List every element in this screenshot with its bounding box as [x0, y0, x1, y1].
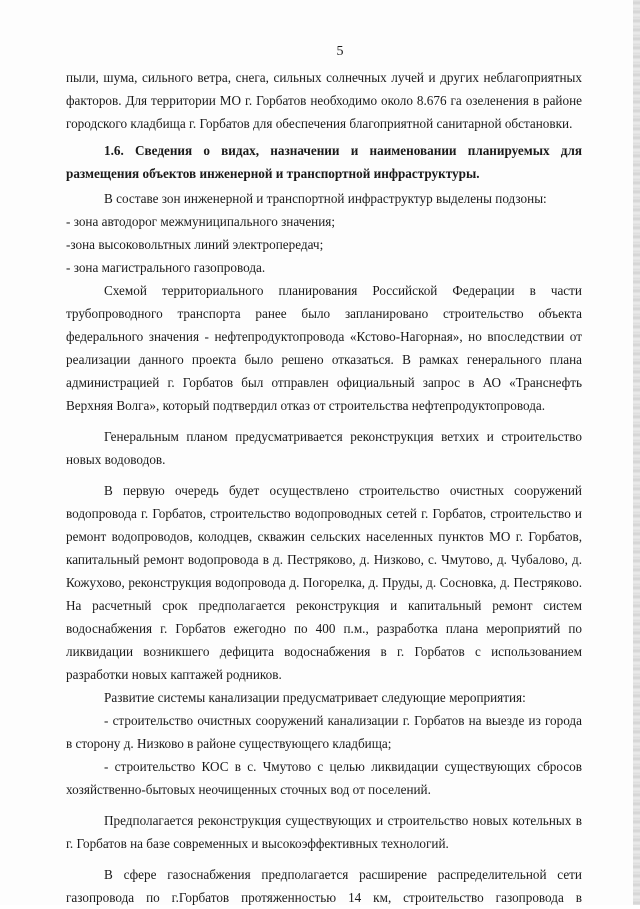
section-heading: 1.6. Сведения о видах, назначении и наименовании планируемых для размещения объектов инженерной и транспортной инфраструктуры.: [66, 143, 582, 181]
paragraph-subzones-intro: В составе зон инженерной и транспортной инфраструктур выделены подзоны:: [104, 191, 547, 206]
paragraph-oil-pipeline: Схемой территориального планирования Российской Федерации в части трубопроводного транспорта ранее было запланировано строительство объекта федерального значения - нефтепродуктопровода «Кстово-Нагорная», но впоследствии от реализации данного проекта было решено отказаться. В рамках генерального плана администрацией г. Горбатов был отправлен официальный запрос в АО «Транснефть Верхняя Волга», который подтвердил отказ от строительства нефтепродуктопровода.: [66, 283, 582, 413]
scan-edge: [633, 0, 640, 905]
page-number: 5: [336, 44, 344, 59]
list-item-gas-pipeline: - зона магистрального газопровода.: [66, 260, 266, 275]
paragraph-boilers: Предполагается реконструкция существующих и строительство новых котельных в г. Горбатов на базе современных и высокоэффективных технологий.: [66, 813, 582, 851]
paragraph-greening: пыли, шума, сильного ветра, снега, сильных солнечных лучей и других неблагоприятных факторов. Для территории МО г. Горбатов необходимо около 8.676 га озеленения в районе городского кладбища г. Горбатов для обеспечения благоприятной санитарной обстановки.: [66, 70, 582, 131]
list-item-kos: - строительство КОС в с. Чмутово с целью ликвидации существующих сбросов хозяйственно-бытовых неочищенных сточных вод от поселений.: [66, 759, 582, 797]
list-item-roads: - зона автодорог межмуниципального значения;: [66, 214, 336, 229]
document-body: [66, 66, 582, 909]
list-item-power-lines: -зона высоковольтных линий электропередач;: [66, 237, 324, 252]
paragraph-water-mains: Генеральным планом предусматривается реконструкция ветхих и строительство новых водоводов.: [66, 429, 582, 467]
paragraph-gas-supply: В сфере газоснабжения предполагается расширение распределительной сети газопровода по г.Горбатов протяженностью 14 км, строительство газопровода в: [66, 867, 582, 905]
paragraph-water-supply: В первую очередь будет осуществлено строительство очистных сооружений водопровода г. Горбатов, строительство водопроводных сетей г. Горбатов, строительство и ремонт водопроводов, колодцев, скважин сельских населенных пунктов МО г. Горбатов, капитальный ремонт водопровода в д. Пестряково, д. Низково, с. Чмутово, д. Чубалово, д. Кожухово, реконструкция водопровода д. Погорелка, д. Пруды, д. Сосновка, д. Пестряково. На расчетный срок предполагается реконструкция и капитальный ремонт систем водоснабжения г. Горбатов ежегодно по 400 п.м., разработка плана мероприятий по ликвидации возникшего дефицита водоснабжения в г. Горбатов с использованием разработки новых каптажей родников.: [66, 483, 582, 682]
paragraph-sewerage-intro: Развитие системы канализации предусматривает следующие мероприятия:: [104, 690, 526, 705]
list-item-treatment-plant: - строительство очистных сооружений канализации г. Горбатов на выезде из города в сторону д. Низково в районе существующего кладбища;: [66, 713, 582, 751]
